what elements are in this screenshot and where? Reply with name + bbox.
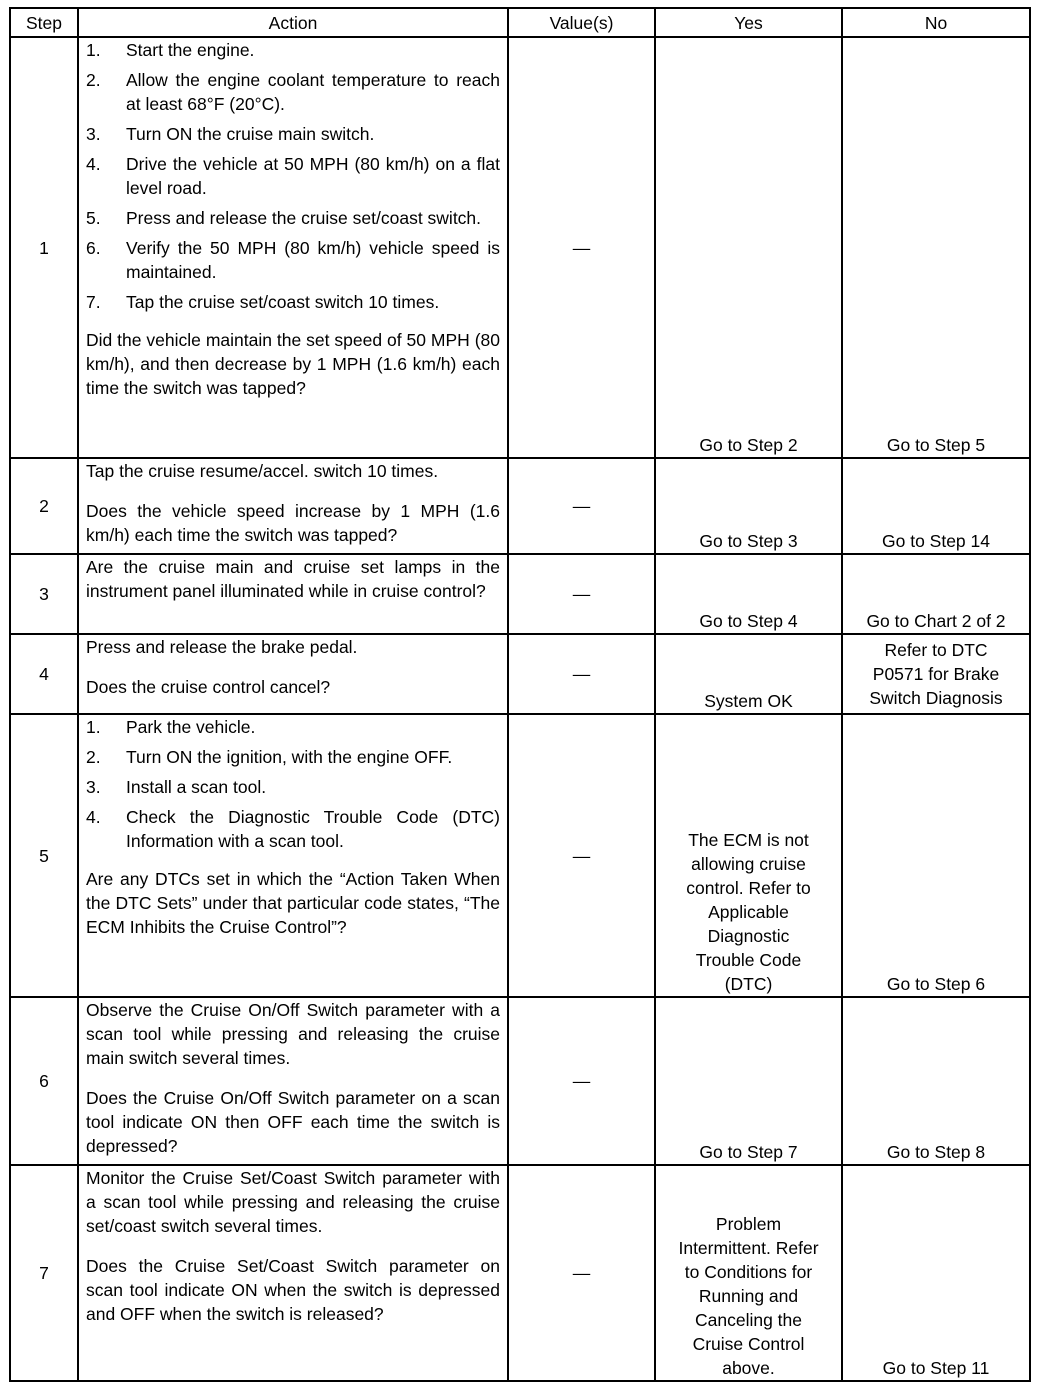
yes-cell: Go to Step 4 <box>655 554 842 634</box>
action-question: Does the vehicle speed increase by 1 MPH (1.6 km/h) each time the switch was tapped? <box>86 501 500 546</box>
step-number: 3 <box>10 554 78 634</box>
list-item: 3. Turn ON the cruise main switch. <box>86 124 375 144</box>
list-item: 2. Allow the engine coolant temperature to reach at least 68°F (20°C). <box>86 70 500 114</box>
table-row-step-4 <box>10 634 1030 714</box>
header-no: No <box>842 8 1030 37</box>
step-number: 7 <box>10 1165 78 1381</box>
no-cell: Go to Step 11 <box>842 1165 1030 1381</box>
no-cell: Go to Step 8 <box>842 997 1030 1165</box>
action-question: Does the Cruise On/Off Switch parameter on a scan tool indicate ON then OFF each time the switch is depressed? <box>86 1087 500 1156</box>
value-cell: — <box>508 1165 655 1381</box>
yes-cell: System OK <box>655 634 842 714</box>
action-question: Did the vehicle maintain the set speed of 50 MPH (80 km/h), and then decrease by 1 MPH (1.6 km/h) each time the switch was tapped? <box>86 330 500 398</box>
list-item: 5. Press and release the cruise set/coast switch. <box>86 208 482 228</box>
action-cell <box>78 37 508 458</box>
yes-cell: Go to Step 7 <box>655 997 842 1165</box>
list-item: 6. Verify the 50 MPH (80 km/h) vehicle speed is maintained. <box>86 238 500 282</box>
action-instruction: Monitor the Cruise Set/Coast Switch parameter with a scan tool while pressing and releasing the cruise set/coast switch several times. <box>86 1167 500 1236</box>
action-cell <box>78 554 508 634</box>
list-item: 3. Install a scan tool. <box>86 777 267 798</box>
list-item: 4. Check the Diagnostic Trouble Code (DTC) Information with a scan tool. <box>86 807 500 852</box>
action-instruction: Tap the cruise resume/accel. switch 10 times. <box>86 461 439 482</box>
action-cell <box>78 458 508 554</box>
yes-cell: Problem Intermittent. Refer to Conditions for Running and Canceling the Cruise Control above. <box>655 1165 842 1381</box>
header-step: Step <box>10 8 78 37</box>
action-list <box>86 38 500 314</box>
header-row <box>10 8 1030 37</box>
action-cell <box>78 1165 508 1381</box>
table-row-step-6 <box>10 997 1030 1165</box>
table-row-step-5 <box>10 714 1030 996</box>
step-number: 6 <box>10 997 78 1165</box>
no-cell: Go to Chart 2 of 2 <box>842 554 1030 634</box>
yes-cell: The ECM is not allowing cruise control. Refer to Applicable Diagnostic Trouble Code (DTC) <box>655 714 842 996</box>
list-item: 4. Drive the vehicle at 50 MPH (80 km/h) on a flat level road. <box>86 154 500 198</box>
table-row-step-3 <box>10 554 1030 634</box>
no-cell: Refer to DTC P0571 for Brake Switch Diagnosis <box>842 634 1030 714</box>
table-row-step-2 <box>10 458 1030 554</box>
table-row-step-7 <box>10 1165 1030 1381</box>
no-cell: Go to Step 6 <box>842 714 1030 996</box>
value-cell: — <box>508 634 655 714</box>
value-cell: — <box>508 458 655 554</box>
no-cell: Go to Step 5 <box>842 37 1030 458</box>
list-item: 7. Tap the cruise set/coast switch 10 times. <box>86 292 440 312</box>
action-question: Are any DTCs set in which the “Action Taken When the DTC Sets” under that particular code states, “The ECM Inhibits the Cruise Control”? <box>86 869 500 938</box>
step-number: 2 <box>10 458 78 554</box>
header-action: Action <box>78 8 508 37</box>
action-question: Does the cruise control cancel? <box>86 677 331 698</box>
step-number: 1 <box>10 37 78 458</box>
action-cell <box>78 997 508 1165</box>
diagnostic-table <box>9 7 1031 1382</box>
yes-cell: Go to Step 3 <box>655 458 842 554</box>
value-cell: — <box>508 37 655 458</box>
value-cell: — <box>508 997 655 1165</box>
action-question: Are the cruise main and cruise set lamps in the instrument panel illuminated while in cruise control? <box>86 557 500 602</box>
action-cell <box>78 714 508 996</box>
value-cell: — <box>508 554 655 634</box>
no-cell: Go to Step 14 <box>842 458 1030 554</box>
header-yes: Yes <box>655 8 842 37</box>
value-cell: — <box>508 714 655 996</box>
table-row-step-1 <box>10 37 1030 458</box>
action-cell <box>78 634 508 714</box>
list-item: 2. Turn ON the ignition, with the engine OFF. <box>86 747 453 768</box>
step-number: 5 <box>10 714 78 996</box>
action-list <box>86 715 500 853</box>
list-item: 1. Park the vehicle. <box>86 717 256 738</box>
list-item: 1. Start the engine. <box>86 40 255 60</box>
header-values: Value(s) <box>508 8 655 37</box>
action-instruction: Observe the Cruise On/Off Switch parameter with a scan tool while pressing and releasing the cruise main switch several times. <box>86 999 500 1068</box>
step-number: 4 <box>10 634 78 714</box>
action-instruction: Press and release the brake pedal. <box>86 637 358 658</box>
yes-cell: Go to Step 2 <box>655 37 842 458</box>
action-question: Does the Cruise Set/Coast Switch parameter on scan tool indicate ON when the switch is depressed and OFF when the switch is released? <box>86 1255 500 1324</box>
